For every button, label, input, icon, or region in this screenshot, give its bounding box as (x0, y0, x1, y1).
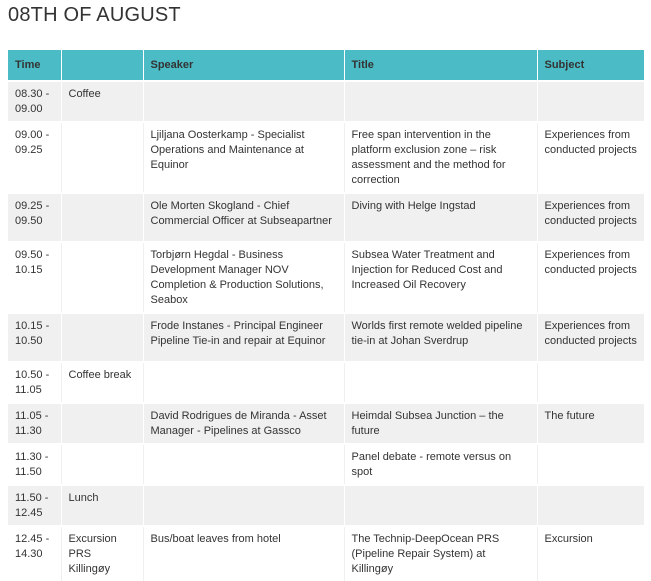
cell-title: Heimdal Subsea Junction – the future (344, 403, 537, 444)
cell-speaker: Ole Morten Skogland - Chief Commercial Officer at Subseapartner (143, 193, 344, 242)
cell-subject: Experiences from conducted projects (537, 193, 644, 242)
cell-title (344, 81, 537, 122)
cell-title (344, 362, 537, 403)
cell-event: Coffee break (61, 362, 143, 403)
cell-subject: Experiences from conducted projects (537, 122, 644, 193)
cell-time: 11.05 - 11.30 (8, 403, 61, 444)
table-row (8, 122, 644, 193)
cell-speaker (143, 81, 344, 122)
cell-speaker (143, 444, 344, 485)
cell-speaker (143, 485, 344, 526)
cell-title: Diving with Helge Ingstad (344, 193, 537, 242)
cell-event: Coffee (61, 81, 143, 122)
cell-event (61, 403, 143, 444)
table-row (8, 313, 644, 362)
page-title: 08TH OF AUGUST (8, 4, 181, 26)
cell-subject: Excursion (537, 526, 644, 581)
cell-subject: The future (537, 403, 644, 444)
table-header (8, 50, 644, 81)
cell-event (61, 242, 143, 313)
cell-time: 08.30 - 09.00 (8, 81, 61, 122)
cell-time: 09.25 - 09.50 (8, 193, 61, 242)
cell-event (61, 444, 143, 485)
cell-speaker: David Rodrigues de Miranda - Asset Manager - Pipelines at Gassco (143, 403, 344, 444)
cell-event (61, 313, 143, 362)
header-title: Title (344, 50, 537, 81)
cell-subject (537, 81, 644, 122)
cell-speaker: Bus/boat leaves from hotel (143, 526, 344, 581)
cell-time: 11.50 - 12.45 (8, 485, 61, 526)
cell-title: The Technip-DeepOcean PRS (Pipeline Repair System) at Killingøy (344, 526, 537, 581)
cell-subject (537, 362, 644, 403)
cell-time: 09.00 - 09.25 (8, 122, 61, 193)
cell-speaker: Torbjørn Hegdal - Business Development Manager NOV Completion & Production Solutions, Seabox (143, 242, 344, 313)
cell-title: Worlds first remote welded pipeline tie-in at Johan Sverdrup (344, 313, 537, 362)
cell-subject: Experiences from conducted projects (537, 242, 644, 313)
header-time: Time (8, 50, 61, 81)
table-row (8, 242, 644, 313)
cell-speaker: Ljiljana Oosterkamp - Specialist Operations and Maintenance at Equinor (143, 122, 344, 193)
cell-time: 09.50 - 10.15 (8, 242, 61, 313)
header-subject: Subject (537, 50, 644, 81)
table-row (8, 193, 644, 242)
cell-title (344, 485, 537, 526)
header-event (61, 50, 143, 81)
cell-title: Panel debate - remote versus on spot (344, 444, 537, 485)
cell-subject: Experiences from conducted projects (537, 313, 644, 362)
table-row (8, 485, 644, 526)
table-row (8, 526, 644, 581)
cell-time: 11.30 - 11.50 (8, 444, 61, 485)
cell-title: Subsea Water Treatment and Injection for Reduced Cost and Increased Oil Recovery (344, 242, 537, 313)
cell-event: Excursion PRS Killingøy (61, 526, 143, 581)
cell-speaker: Frode Instanes - Principal Engineer Pipeline Tie-in and repair at Equinor (143, 313, 344, 362)
cell-title: Free span intervention in the platform exclusion zone – risk assessment and the method for correction (344, 122, 537, 193)
table-row (8, 403, 644, 444)
header-row (8, 50, 644, 81)
schedule-table (8, 50, 644, 581)
table-row (8, 81, 644, 122)
cell-time: 10.15 - 10.50 (8, 313, 61, 362)
cell-subject (537, 485, 644, 526)
table-row (8, 362, 644, 403)
cell-subject (537, 444, 644, 485)
cell-event (61, 193, 143, 242)
cell-speaker (143, 362, 344, 403)
table-body (8, 81, 644, 581)
cell-time: 12.45 - 14.30 (8, 526, 61, 581)
cell-event: Lunch (61, 485, 143, 526)
header-speaker: Speaker (143, 50, 344, 81)
cell-time: 10.50 - 11.05 (8, 362, 61, 403)
cell-event (61, 122, 143, 193)
table-row (8, 444, 644, 485)
